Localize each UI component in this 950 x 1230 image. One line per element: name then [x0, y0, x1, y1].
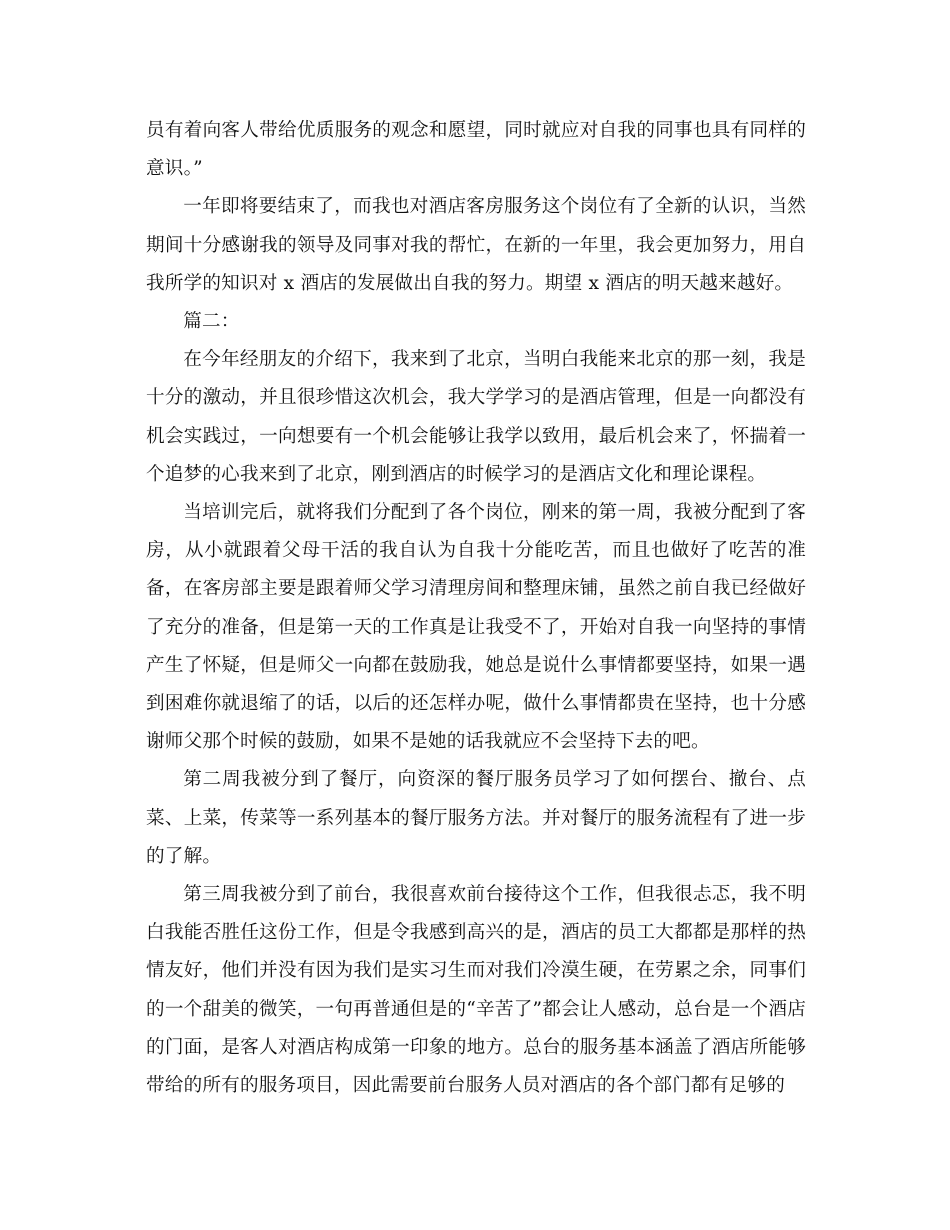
paragraph-6: 第三周我被分到了前台，我很喜欢前台接待这个工作，但我很忐忑，我不明白我能否胜任这份工作，但是令我感到高兴的是，酒店的员工大都都是那样的热情友好，他们并没有因为我们是实习生而对我们冷漠生硬，在劳累之余，同事们的一个甜美的微笑，一句再普通但是的“辛苦了”都会让人感动，总台是一个酒店的门面，是客人对酒店构成第一印象的地方。总台的服务基本涵盖了酒店所能够带给的所有的服务项目，因此需要前台服务人员对酒店的各个部门都有足够的: [146, 884, 806, 1097]
paragraph-4: 当培训完后，就将我们分配到了各个岗位，刚来的第一周，我被分配到了客房，从小就跟着父母干活的我自认为自我十分能吃苦，而且也做好了吃苦的准备，在客房部主要是跟着师父学习清理房间和整理床铺，虽然之前自我已经做好了充分的准备，但是第一天的工作真是让我受不了，开始对自我一向坚持的事情产生了怀疑，但是师父一向都在鼓励我，她总是说什么事情都要坚持，如果一遇到困难你就退缩了的话，以后的还怎样办呢，做什么事情都贵在坚持，也十分感谢师父那个时候的鼓励，如果不是她的话我就应不会坚持下去的吧。: [146, 502, 806, 753]
paragraph-2: 一年即将要结束了，而我也对酒店客房服务这个岗位有了全新的认识，当然期间十分感谢我的领导及同事对我的帮忙，在新的一年里，我会更加努力，用自我所学的知识对 x 酒店的发展做出自我的努力。期望 x 酒店的明天越来越好。: [146, 196, 806, 294]
document-body: [146, 112, 806, 1105]
paragraph-5: 第二周我被分到了餐厅，向资深的餐厅服务员学习了如何摆台、撤台、点菜、上菜，传菜等一系列基本的餐厅服务方法。并对餐厅的服务流程有了进一步的了解。: [146, 769, 806, 867]
paragraph-3: 在今年经朋友的介绍下，我来到了北京，当明白我能来北京的那一刻，我是十分的激动，并且很珍惜这次机会，我大学学习的是酒店管理，但是一向都没有机会实践过，一向想要有一个机会能够让我学以致用，最后机会来了，怀揣着一个追梦的心我来到了北京，刚到酒店的时候学习的是酒店文化和理论课程。: [146, 349, 806, 485]
paragraph-1: 员有着向客人带给优质服务的观念和愿望，同时就应对自我的同事也具有同样的意识。”: [146, 120, 806, 180]
section-heading: 篇二：: [183, 311, 240, 333]
